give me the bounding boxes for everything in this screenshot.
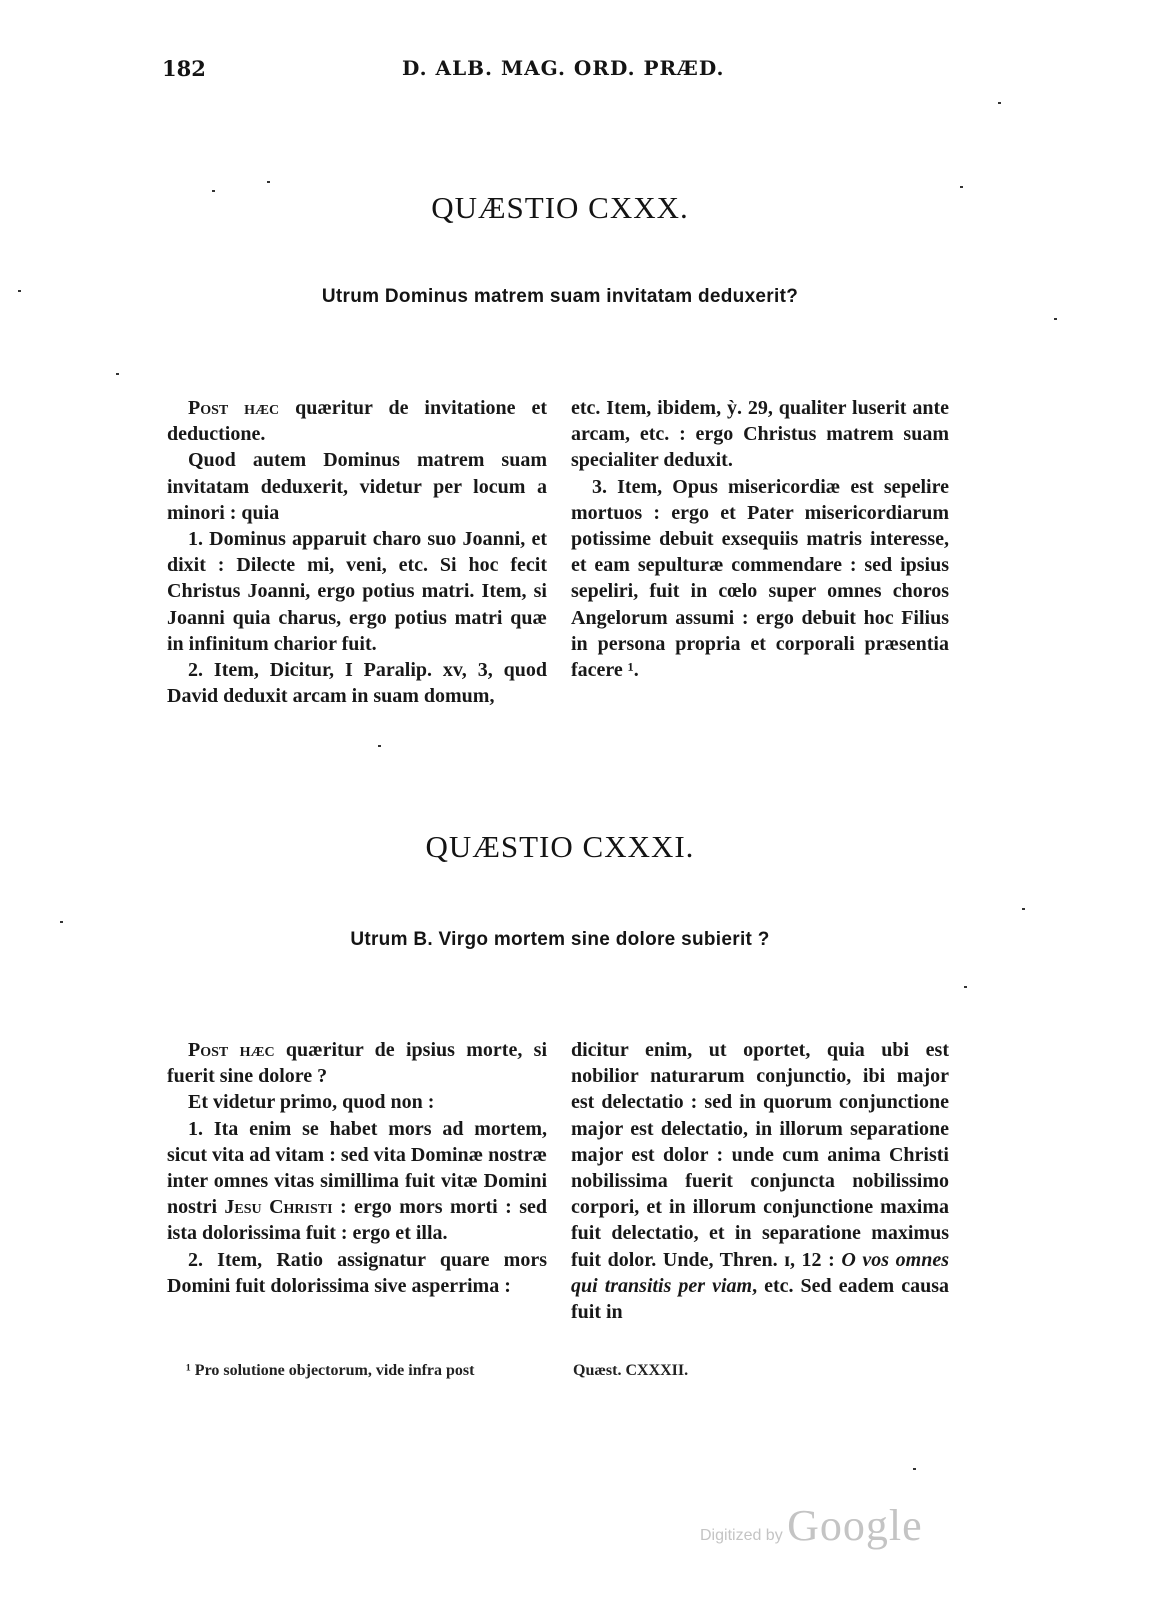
- scan-speck: [267, 181, 270, 183]
- scan-speck: [1022, 908, 1025, 910]
- paragraph: [167, 395, 547, 447]
- paragraph-text: , etc. Sed eadem causa fuit in: [571, 1274, 949, 1324]
- scan-speck: [378, 745, 381, 747]
- scan-speck: [913, 1468, 916, 1470]
- watermark-small-text: Digitized by: [700, 1527, 783, 1544]
- question-131-subtitle: Utrum B. Virgo mortem sine dolore subierit ?: [350, 929, 770, 950]
- scan-speck: [116, 373, 119, 375]
- paragraph: Quod autem Dominus matrem suam invitatam deduxerit, videtur per locum a minori : quia: [167, 449, 547, 524]
- scan-speck: [1054, 318, 1057, 320]
- question-131-title: QUÆSTIO CXXXI.: [425, 829, 695, 864]
- scan-speck: [212, 190, 215, 192]
- scan-speck: [960, 186, 963, 188]
- page-number: 182: [162, 56, 206, 81]
- paragraph: etc. Item, ibidem, ỳ. 29, qualiter luserit ante arcam, etc. : ergo Christus matrem suam specialiter deduxit.: [571, 397, 949, 472]
- paragraph: [167, 1116, 547, 1247]
- footnote-right: Quæst. CXXXII.: [573, 1362, 689, 1379]
- question-130-subtitle: Utrum Dominus matrem suam invitatam deduxerit?: [321, 286, 799, 307]
- scan-speck: [18, 290, 21, 292]
- paragraph: 1. Dominus apparuit charo suo Joanni, et dixit : Dilecte mi, veni, etc. Si hoc fecit Christus Joanni, ergo potius matri. Item, si Joanni quia charus, ergo potius matri quæ in infinitum charior fuit.: [167, 528, 547, 655]
- small-caps-text: Jesu Christi: [224, 1196, 333, 1219]
- question-130-left-column: [167, 395, 547, 709]
- paragraph-text: quæritur de ipsius morte, si fuerit sine dolore ?: [167, 1039, 548, 1088]
- scan-speck: [60, 921, 63, 923]
- paragraph: Et videtur primo, quod non :: [188, 1091, 435, 1114]
- scan-speck: [998, 102, 1001, 104]
- digitized-by-watermark: [700, 1500, 923, 1551]
- question-131-left-column: [167, 1037, 547, 1299]
- paragraph: 2. Item, Ratio assignatur quare mors Domini fuit dolorissima sive asperrima :: [167, 1248, 547, 1297]
- paragraph: 2. Item, Dicitur, I Paralip. xv, 3, quod David deduxit arcam in suam domum,: [167, 659, 547, 708]
- scan-speck: [964, 986, 967, 988]
- small-caps-text: Post hæc: [188, 397, 280, 419]
- paragraph: [571, 1037, 949, 1325]
- google-logo: Google: [787, 1501, 923, 1550]
- footnote-left: ¹ Pro solutione objectorum, vide infra post: [186, 1362, 475, 1379]
- running-title: D. ALB. MAG. ORD. PRÆD.: [402, 56, 725, 80]
- question-130-title: QUÆSTIO CXXX.: [431, 190, 689, 225]
- paragraph-text: : ergo mors morti : sed ista dolorissima fuit : ergo et illa.: [167, 1196, 547, 1245]
- italic-quotation: O vos omnes qui transitis per viam: [571, 1248, 949, 1297]
- paragraph: [167, 1037, 547, 1089]
- question-130-right-column: [571, 395, 949, 683]
- paragraph-text: quæritur de invitatione et deductione.: [167, 397, 547, 446]
- paragraph-text: 1. Ita enim se habet mors ad mortem, sicut vita ad vitam : sed vita Dominæ nostræ inter omnes vitas simillima fuit vitæ Domini nostri: [167, 1117, 547, 1219]
- small-caps-text: Post hæc: [188, 1039, 275, 1061]
- paragraph-text: dicitur enim, ut oportet, quia ubi est nobilior naturarum conjunctio, ibi major est delectatio : sed in quorum conjunctione major est delectatio, in illorum separatione major est dolor : unde cum anima Christi nobilissima fuerit conjuncta nobilissimo corpori, et in illorum conjunctione maxima fuit delectatio, et in separatione maximus fuit dolor. Unde, Thren. ɪ, 12 :: [571, 1039, 949, 1271]
- paragraph: 3. Item, Opus misericordiæ est sepelire mortuos : ergo et Pater misericordiarum potissime debuit exsequiis matris interesse, et eam sepulturæ commendare : sed ipsius sepeliri, fuit in cœlo super omnes choros Angelorum assumi : ergo debuit hoc Filius in persona propria et corporali præsentia facere ¹.: [571, 475, 949, 682]
- question-131-right-column: [571, 1037, 949, 1325]
